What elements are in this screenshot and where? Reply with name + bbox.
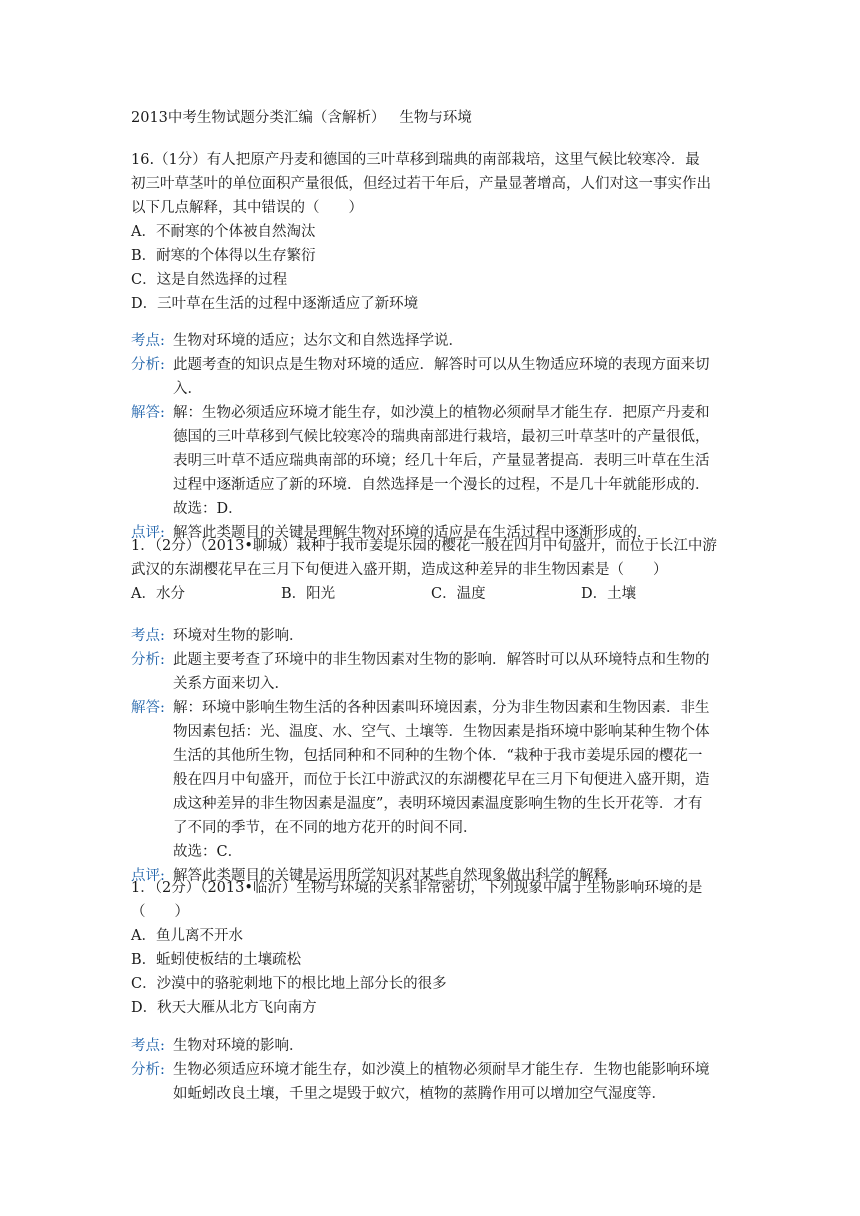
- jieda-line: 故选：D．: [173, 501, 243, 517]
- question-16: [131, 148, 731, 316]
- question-liaocheng: [131, 534, 731, 606]
- kaodian-row: [131, 329, 731, 353]
- fenxi-line: 此题考查的知识点是生物对环境的适应．解答时可以从生物适应环境的表现方面来切: [173, 357, 710, 373]
- option-b: B．阳光: [281, 586, 336, 602]
- jieda-line: 生活的其他所生物，包括同种和不同种的生物个体．“栽种于我市姜堤乐园的樱花一: [173, 748, 703, 764]
- question-linyi: [131, 876, 731, 1020]
- option-a: A．水分: [131, 586, 185, 602]
- jieda-line: 物因素包括：光、温度、水、空气、土壤等．生物因素是指环境中影响某种生物个体: [173, 724, 710, 740]
- kaodian-label: 考点:: [131, 628, 165, 644]
- fenxi-line: 此题主要考查了环境中的非生物因素对生物的影响．解答时可以从环境特点和生物的: [173, 652, 710, 668]
- dianping-label: 点评:: [131, 868, 165, 884]
- question-stem-line: 以下几点解释，其中错误的（ ）: [131, 200, 363, 216]
- jieda-line: 德国的三叶草移到气候比较寒冷的瑞典南部进行栽培，最初三叶草茎叶的产量很低，: [173, 429, 710, 445]
- fenxi-row: [131, 648, 731, 696]
- dianping-text: 解答此类题目的关键是理解生物对环境的适应是在生活过程中逐渐形成的．: [173, 525, 652, 541]
- option-b: B．耐寒的个体得以生存繁衍: [131, 248, 316, 264]
- question-stem-line: 初三叶草茎叶的单位面积产量很低，但经过若干年后，产量显著增高，人们对这一事实作出: [131, 176, 711, 192]
- option-c: C．这是自然选择的过程: [131, 272, 288, 288]
- fenxi-label: 分析:: [131, 357, 165, 373]
- fenxi-label: 分析:: [131, 1062, 165, 1078]
- option-a: A．鱼儿离不开水: [131, 928, 243, 944]
- question-stem-line: 1．（2分）（2013•聊城）栽种于我市姜堤乐园的樱花一般在四月中旬盛开，而位于长江中游: [131, 538, 717, 554]
- option-d: D．土壤: [581, 586, 637, 602]
- title-text: 2013中考生物试题分类汇编（含解析）: [131, 110, 386, 126]
- document-title: [131, 106, 472, 127]
- option-b: B．蚯蚓使板结的土壤疏松: [131, 952, 302, 968]
- kaodian-label: 考点:: [131, 1038, 165, 1054]
- question-stem-line: 武汉的东湖樱花早在三月下旬便进入盛开期，造成这种差异的非生物因素是（ ）: [131, 562, 668, 578]
- dianping-label: 点评:: [131, 525, 165, 541]
- jieda-line: 了不同的季节，在不同的地方花开的时间不同．: [173, 820, 478, 836]
- kaodian-text: 环境对生物的影响．: [173, 628, 304, 644]
- jieda-line: 过程中逐渐适应了新的环境．自然选择是一个漫长的过程，不是几十年就能形成的．: [173, 477, 710, 493]
- kaodian-text: 生物对环境的适应；达尔文和自然选择学说．: [173, 333, 463, 349]
- jieda-line: 表明三叶草不适应瑞典南部的环境；经几十年后，产量显著提高．表明三叶草在生活: [173, 453, 710, 469]
- option-c: C．温度: [431, 586, 486, 602]
- jieda-row: [131, 696, 731, 864]
- jieda-row: [131, 401, 731, 521]
- option-d: D．秋天大雁从北方飞向南方: [131, 1000, 317, 1016]
- jieda-label: 解答:: [131, 700, 165, 716]
- kaodian-row: [131, 1034, 731, 1058]
- kaodian-text: 生物对环境的影响．: [173, 1038, 304, 1054]
- fenxi-line: 入．: [173, 381, 202, 397]
- question-stem-line: 1．（2分）（2013•临沂）生物与环境的关系非常密切，下列现象中属于生物影响环境的是: [131, 880, 703, 896]
- answer-liaocheng: [131, 624, 731, 888]
- fenxi-label: 分析:: [131, 652, 165, 668]
- jieda-line: 成这种差异的非生物因素是温度”，表明环境因素温度影响生物的生长开花等．才有: [173, 796, 703, 812]
- options-row: [131, 582, 731, 606]
- fenxi-row: [131, 1058, 731, 1106]
- option-a: A．不耐寒的个体被自然淘汰: [131, 224, 316, 240]
- answer-linyi: [131, 1034, 731, 1106]
- jieda-label: 解答:: [131, 405, 165, 421]
- dianping-text: 解答此类题目的关键是运用所学知识对某些自然现象做出科学的解释．: [173, 868, 623, 884]
- jieda-line: 解：环境中影响生物生活的各种因素叫环境因素，分为非生物因素和生物因素．非生: [173, 700, 710, 716]
- jieda-line: 解：生物必须适应环境才能生存，如沙漠上的植物必须耐旱才能生存．把原产丹麦和: [173, 405, 710, 421]
- kaodian-row: [131, 624, 731, 648]
- fenxi-row: [131, 353, 731, 401]
- jieda-line: 故选：C．: [173, 844, 243, 860]
- question-stem-line: （ ）: [131, 904, 189, 920]
- title-subtitle: 生物与环境: [399, 110, 472, 126]
- option-d: D．三叶草在生活的过程中逐渐适应了新环境: [131, 296, 419, 312]
- fenxi-line: 关系方面来切入．: [173, 676, 289, 692]
- jieda-line: 般在四月中旬盛开，而位于长江中游武汉的东湖樱花早在三月下旬便进入盛开期，造: [173, 772, 710, 788]
- fenxi-line: 如蚯蚓改良土壤，千里之堤毁于蚁穴，植物的蒸腾作用可以增加空气湿度等．: [173, 1086, 666, 1102]
- kaodian-label: 考点:: [131, 333, 165, 349]
- question-stem-line: 16.（1分）有人把原产丹麦和德国的三叶草移到瑞典的南部栽培，这里气候比较寒冷．最: [131, 152, 700, 168]
- fenxi-line: 生物必须适应环境才能生存，如沙漠上的植物必须耐旱才能生存．生物也能影响环境: [173, 1062, 710, 1078]
- answer-16: [131, 329, 731, 545]
- option-c: C．沙漠中的骆驼刺地下的根比地上部分长的很多: [131, 976, 447, 992]
